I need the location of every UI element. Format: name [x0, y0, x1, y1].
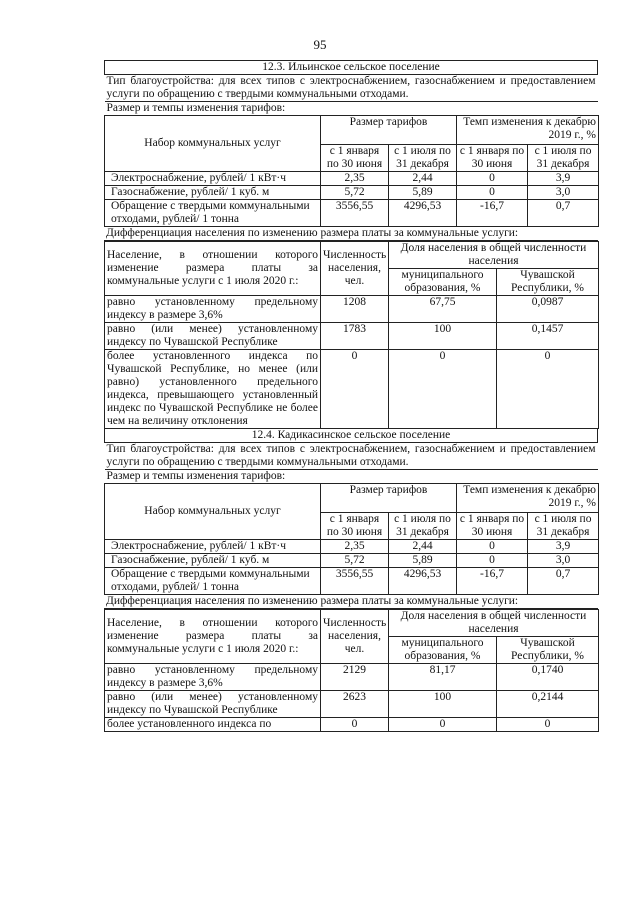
diff-row-name: равно установленному предельному индексу в размере 3,6% — [105, 664, 321, 691]
tariff-col-rate: Темп изменения к декабрю 2019 г., % — [457, 116, 599, 145]
diff-col-pop: Население, в отношении которого изменение размера платы за коммунальные услуги с 1 июля 2020 г.: — [105, 242, 321, 296]
tariff-col-service: Набор коммунальных услуг — [105, 484, 321, 540]
section-header — [104, 60, 598, 115]
tariff-value: 3,9 — [528, 540, 599, 554]
diff-value: 0 — [389, 718, 497, 732]
diff-value: 0 — [497, 350, 599, 429]
diff-heading-row — [104, 227, 598, 241]
tariff-value: 0 — [457, 554, 528, 568]
document-body — [104, 60, 598, 732]
tariff-table — [104, 483, 599, 595]
diff-value: 1783 — [321, 323, 389, 350]
page-number: 95 — [313, 37, 327, 52]
diff-heading-row — [104, 595, 598, 609]
diff-col-mun: муниципального образования, % — [389, 637, 497, 664]
diff-col-mun: муниципального образования, % — [389, 269, 497, 296]
tariff-value: 5,89 — [389, 186, 457, 200]
diff-col-pop: Население, в отношении которого изменение размера платы за коммунальные услуги с 1 июля 2020 г.: — [105, 610, 321, 664]
tariff-value: 2,35 — [321, 540, 389, 554]
tariff-value: -16,7 — [457, 568, 528, 595]
tariff-row — [105, 554, 599, 568]
tariff-service-name: Газоснабжение, рублей/ 1 куб. м — [105, 554, 321, 568]
tariff-value: 5,89 — [389, 554, 457, 568]
tariff-service-name: Обращение с твердыми коммунальными отходами, рублей/ 1 тонна — [105, 200, 321, 227]
tariff-sub-2: с 1 июля по 31 декабря — [389, 145, 457, 172]
tariff-value: 3,0 — [528, 186, 599, 200]
tariff-value: 5,72 — [321, 186, 389, 200]
tariff-row — [105, 200, 599, 227]
diff-row — [105, 718, 599, 732]
tariff-value: -16,7 — [457, 200, 528, 227]
tariff-value: 3,9 — [528, 172, 599, 186]
diff-table — [104, 241, 599, 429]
tariff-value: 2,44 — [389, 172, 457, 186]
tariff-value: 0 — [457, 186, 528, 200]
diff-value: 2623 — [321, 691, 389, 718]
tariff-value: 0 — [457, 172, 528, 186]
tariff-row — [105, 172, 599, 186]
tariff-sub-1: с 1 января по 30 июня — [321, 513, 389, 540]
tariff-value: 0 — [457, 540, 528, 554]
diff-value: 67,75 — [389, 296, 497, 323]
tariffs-heading: Размер и темпы изменения тарифов: — [106, 102, 286, 114]
diff-row-name: равно установленному предельному индексу в размере 3,6% — [105, 296, 321, 323]
diff-row-name: более установленного индекса по Чувашской Республике, но менее (или равно) установленного предельного индекса, превышающего установленный индекс по Чувашской Республике не более чем на величину отклонения — [105, 350, 321, 429]
diff-col-rep: Чувашской Республики, % — [497, 637, 599, 664]
diff-row-name: равно (или менее) установленному индексу по Чувашской Республике — [105, 691, 321, 718]
tariff-service-name: Обращение с твердыми коммунальными отходами, рублей/ 1 тонна — [105, 568, 321, 595]
tariff-col-size: Размер тарифов — [321, 116, 457, 145]
tariff-service-name: Электроснабжение, рублей/ 1 кВт·ч — [105, 540, 321, 554]
diff-value: 81,17 — [389, 664, 497, 691]
diff-heading: Дифференциация населения по изменению размера платы за коммунальные услуги: — [104, 595, 598, 609]
tariff-service-name: Газоснабжение, рублей/ 1 куб. м — [105, 186, 321, 200]
tariff-sub-3: с 1 января по 30 июня — [457, 145, 528, 172]
diff-value: 0,0987 — [497, 296, 599, 323]
tariff-col-service: Набор коммунальных услуг — [105, 116, 321, 172]
diff-heading: Дифференциация населения по изменению размера платы за коммунальные услуги: — [104, 227, 598, 241]
tariff-value: 0,7 — [528, 568, 599, 595]
tariff-value: 4296,53 — [389, 568, 457, 595]
diff-value: 0 — [389, 350, 497, 429]
tariffs-heading: Размер и темпы изменения тарифов: — [106, 470, 286, 482]
diff-row — [105, 691, 599, 718]
diff-value: 0 — [321, 718, 389, 732]
section-title: 12.3. Ильинское сельское поселение — [105, 61, 598, 75]
diff-row-name: равно (или менее) установленному индексу по Чувашской Республике — [105, 323, 321, 350]
section-header — [104, 429, 598, 483]
improvement-type: Тип благоустройства: для всех типов с электроснабжением, газоснабжением и предоставлением услуги по обращению с твердыми коммунальными отходами. — [106, 75, 596, 100]
tariff-sub-4: с 1 июля по 31 декабря — [528, 513, 599, 540]
improvement-type: Тип благоустройства: для всех типов с электроснабжением, газоснабжением и предоставлением услуги по обращению с твердыми коммунальными отходами. — [106, 443, 596, 468]
diff-value: 0,1740 — [497, 664, 599, 691]
diff-table — [104, 609, 599, 732]
diff-col-share: Доля населения в общей численности населения — [389, 242, 599, 269]
diff-row — [105, 664, 599, 691]
tariff-value: 3,0 — [528, 554, 599, 568]
diff-row — [105, 296, 599, 323]
tariff-value: 4296,53 — [389, 200, 457, 227]
tariff-row — [105, 568, 599, 595]
tariff-sub-2: с 1 июля по 31 декабря — [389, 513, 457, 540]
diff-value: 2129 — [321, 664, 389, 691]
section-title: 12.4. Кадикасинское сельское поселение — [105, 429, 598, 443]
tariff-col-rate: Темп изменения к декабрю 2019 г., % — [457, 484, 599, 513]
diff-row — [105, 350, 599, 429]
diff-value: 0 — [497, 718, 599, 732]
tariff-row — [105, 540, 599, 554]
tariff-service-name: Электроснабжение, рублей/ 1 кВт·ч — [105, 172, 321, 186]
diff-value: 0 — [321, 350, 389, 429]
diff-value: 100 — [389, 691, 497, 718]
tariff-sub-4: с 1 июля по 31 декабря — [528, 145, 599, 172]
tariff-value: 3556,55 — [321, 200, 389, 227]
diff-value: 1208 — [321, 296, 389, 323]
tariff-value: 2,44 — [389, 540, 457, 554]
tariff-value: 5,72 — [321, 554, 389, 568]
tariff-col-size: Размер тарифов — [321, 484, 457, 513]
tariff-value: 2,35 — [321, 172, 389, 186]
diff-col-share: Доля населения в общей численности населения — [389, 610, 599, 637]
diff-row-name: более установленного индекса по — [105, 718, 321, 732]
diff-value: 0,1457 — [497, 323, 599, 350]
tariff-table — [104, 115, 599, 227]
tariff-value: 0,7 — [528, 200, 599, 227]
diff-value: 100 — [389, 323, 497, 350]
diff-col-num: Численность населения, чел. — [321, 242, 389, 296]
diff-value: 0,2144 — [497, 691, 599, 718]
tariff-sub-1: с 1 января по 30 июня — [321, 145, 389, 172]
diff-col-rep: Чувашской Республики, % — [497, 269, 599, 296]
tariff-row — [105, 186, 599, 200]
tariff-value: 3556,55 — [321, 568, 389, 595]
diff-col-num: Численность населения, чел. — [321, 610, 389, 664]
tariff-sub-3: с 1 января по 30 июня — [457, 513, 528, 540]
diff-row — [105, 323, 599, 350]
